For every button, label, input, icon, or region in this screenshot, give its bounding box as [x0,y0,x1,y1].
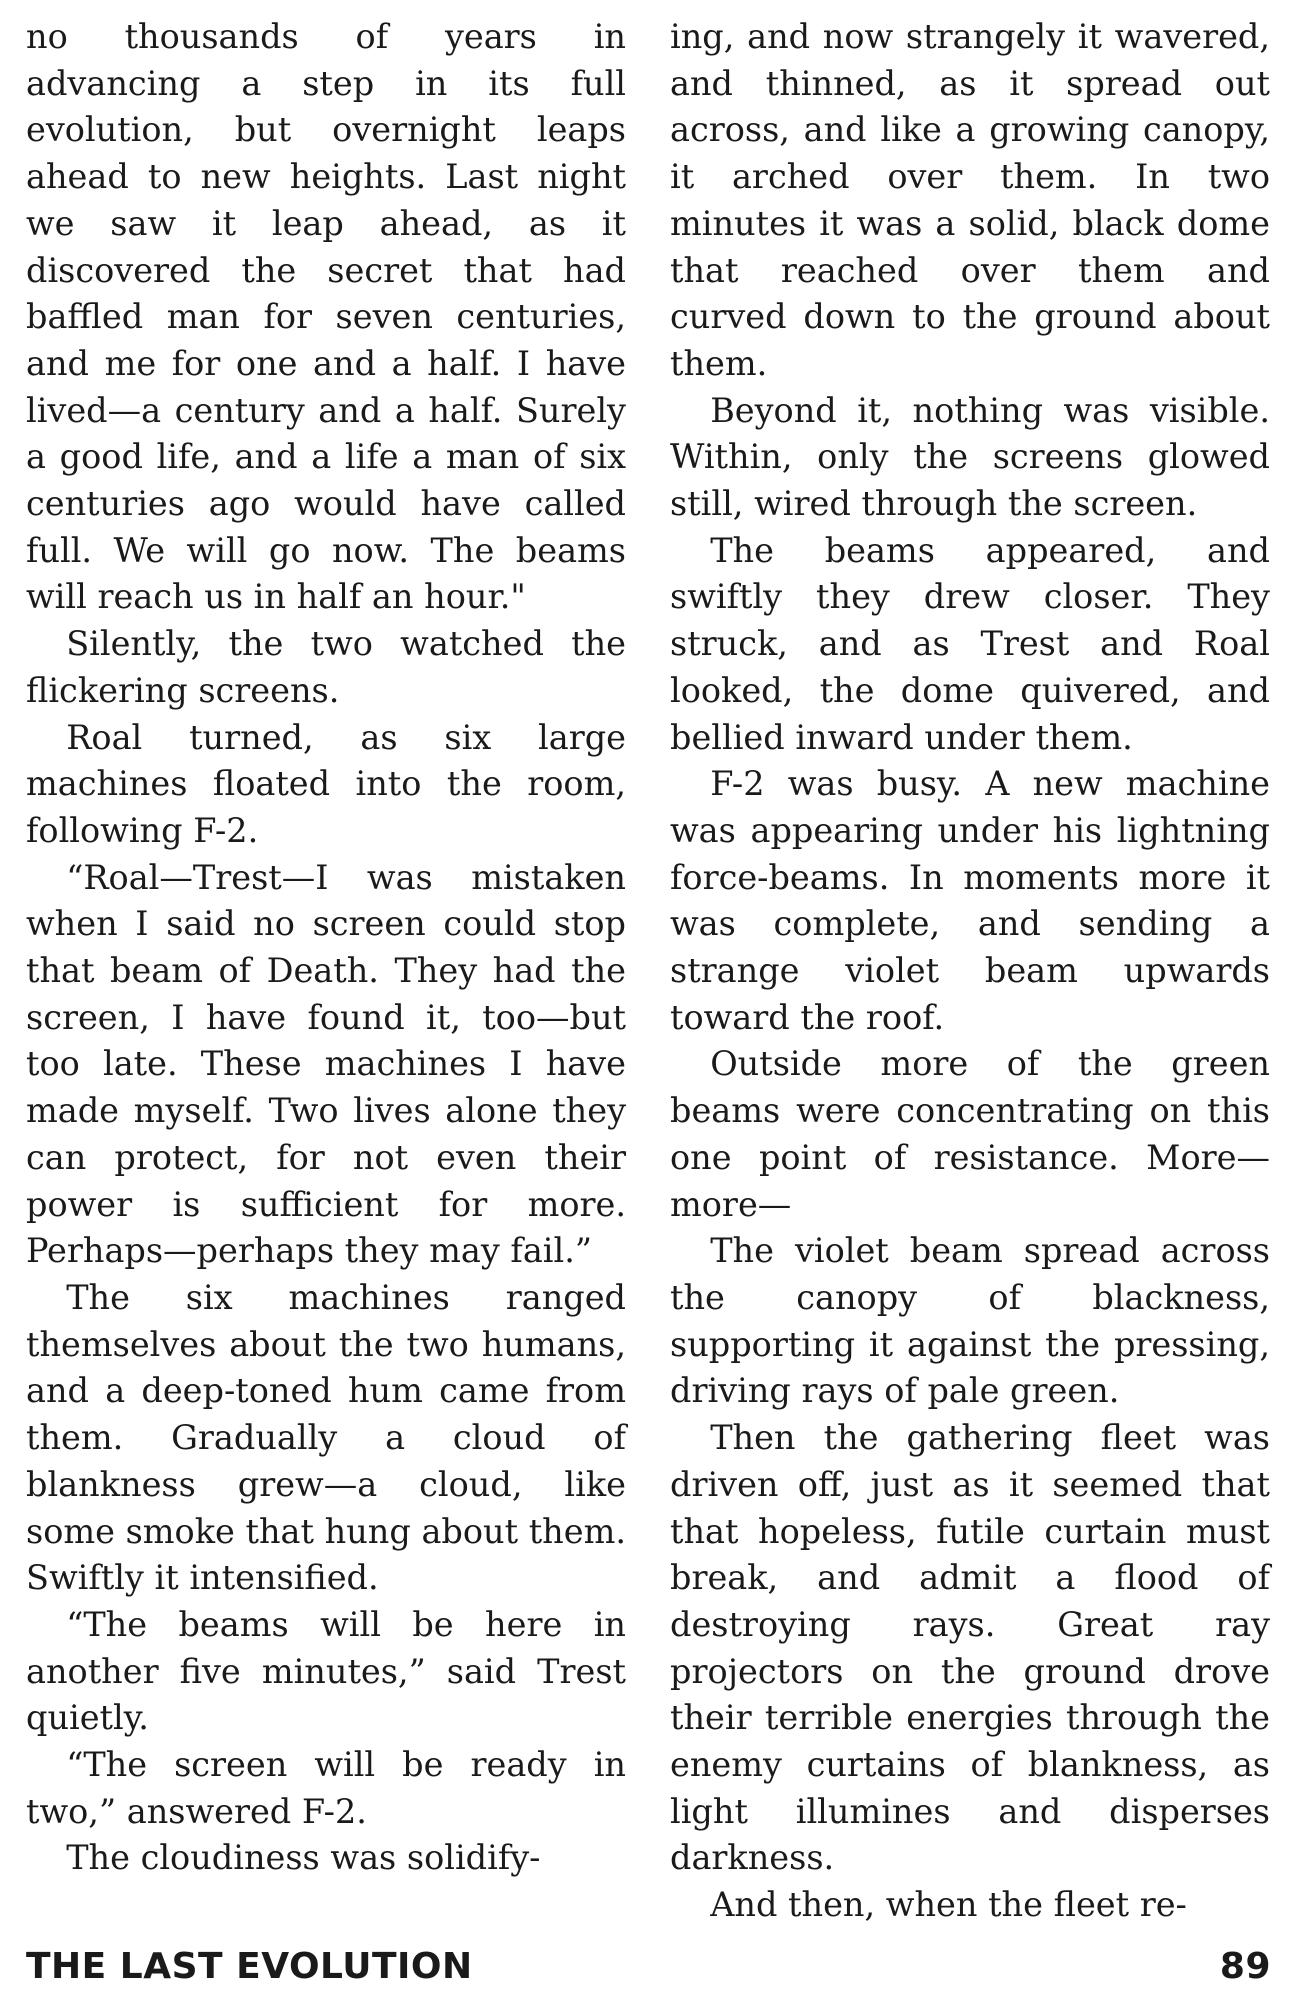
paragraph: Then the gathering fleet was driven off, just as it seemed that that hopeless, futile curtain must break, and admit a flood of destroying rays. Great ray projectors on the ground drove their terrible energies through the enemy curtains of blankness, as light illumines and disperses darkness. [670,1418,1270,1878]
paragraph: Roal turned, as six large machines floated into the room, following F-2. [26,717,626,850]
paragraph: F-2 was busy. A new machine was appearing under his lightning force-beams. In moments more it was complete, and sending a strange violet beam upwards toward the roof. [670,764,1270,1037]
paragraph: Outside more of the green beams were concentrating on this one point of resistance. More—more— [670,1044,1270,1224]
paragraph: The beams appeared, and swiftly they drew closer. They struck, and as Trest and Roal looked, the dome quivered, and bellied inward under them. [670,530,1270,757]
page-number: 89 [1219,1946,1271,1987]
running-title: THE LAST EVOLUTION [26,1946,473,1987]
paragraph: And then, when the fleet re- [710,1885,1187,1925]
right-column [670,14,1270,1929]
left-column [26,14,626,1882]
paragraph: “The screen will be ready in two,” answered F-2. [26,1745,626,1831]
paragraph: “The beams will be here in another five minutes,” said Trest quietly. [26,1604,626,1738]
paragraph: no thousands of years in advancing a step in its full evolution, but overnight leaps ahead to new heights. Last night we saw it leap ahead, as it discovered the secret that had baffled man for seven centuries, and me for one and a half. I have lived—a century and a half. Surely a good life, and a life a man of six centuries ago would have called full. We will go now. The beams will reach us in half an hour." [26,17,626,617]
paragraph: Beyond it, nothing was visible. Within, only the screens glowed still, wired through the screen. [670,390,1270,524]
paragraph: The six machines ranged themselves about the two humans, and a deep-toned hum came from them. Gradually a cloud of blankness grew—a cloud, like some smoke that hung about them. Swiftly it intensified. [26,1277,626,1598]
paragraph: The violet beam spread across the canopy of blackness, supporting it against the pressing, driving rays of pale green. [670,1231,1270,1411]
paragraph: Silently, the two watched the flickering screens. [26,624,626,710]
paragraph: ing, and now strangely it wavered, and thinned, as it spread out across, and like a growing canopy, it arched over them. In two minutes it was a solid, black dome that reached over them and curved down to the ground about them. [670,17,1270,383]
paragraph: The cloudiness was solidify- [66,1838,541,1878]
paragraph: “Roal—Trest—I was mistaken when I said no screen could stop that beam of Death. They had the screen, I have found it, too—but too late. These machines I have made myself. Two lives alone they can protect, for not even their power is sufficient for more. Perhaps—perhaps they may fail.” [26,857,626,1271]
